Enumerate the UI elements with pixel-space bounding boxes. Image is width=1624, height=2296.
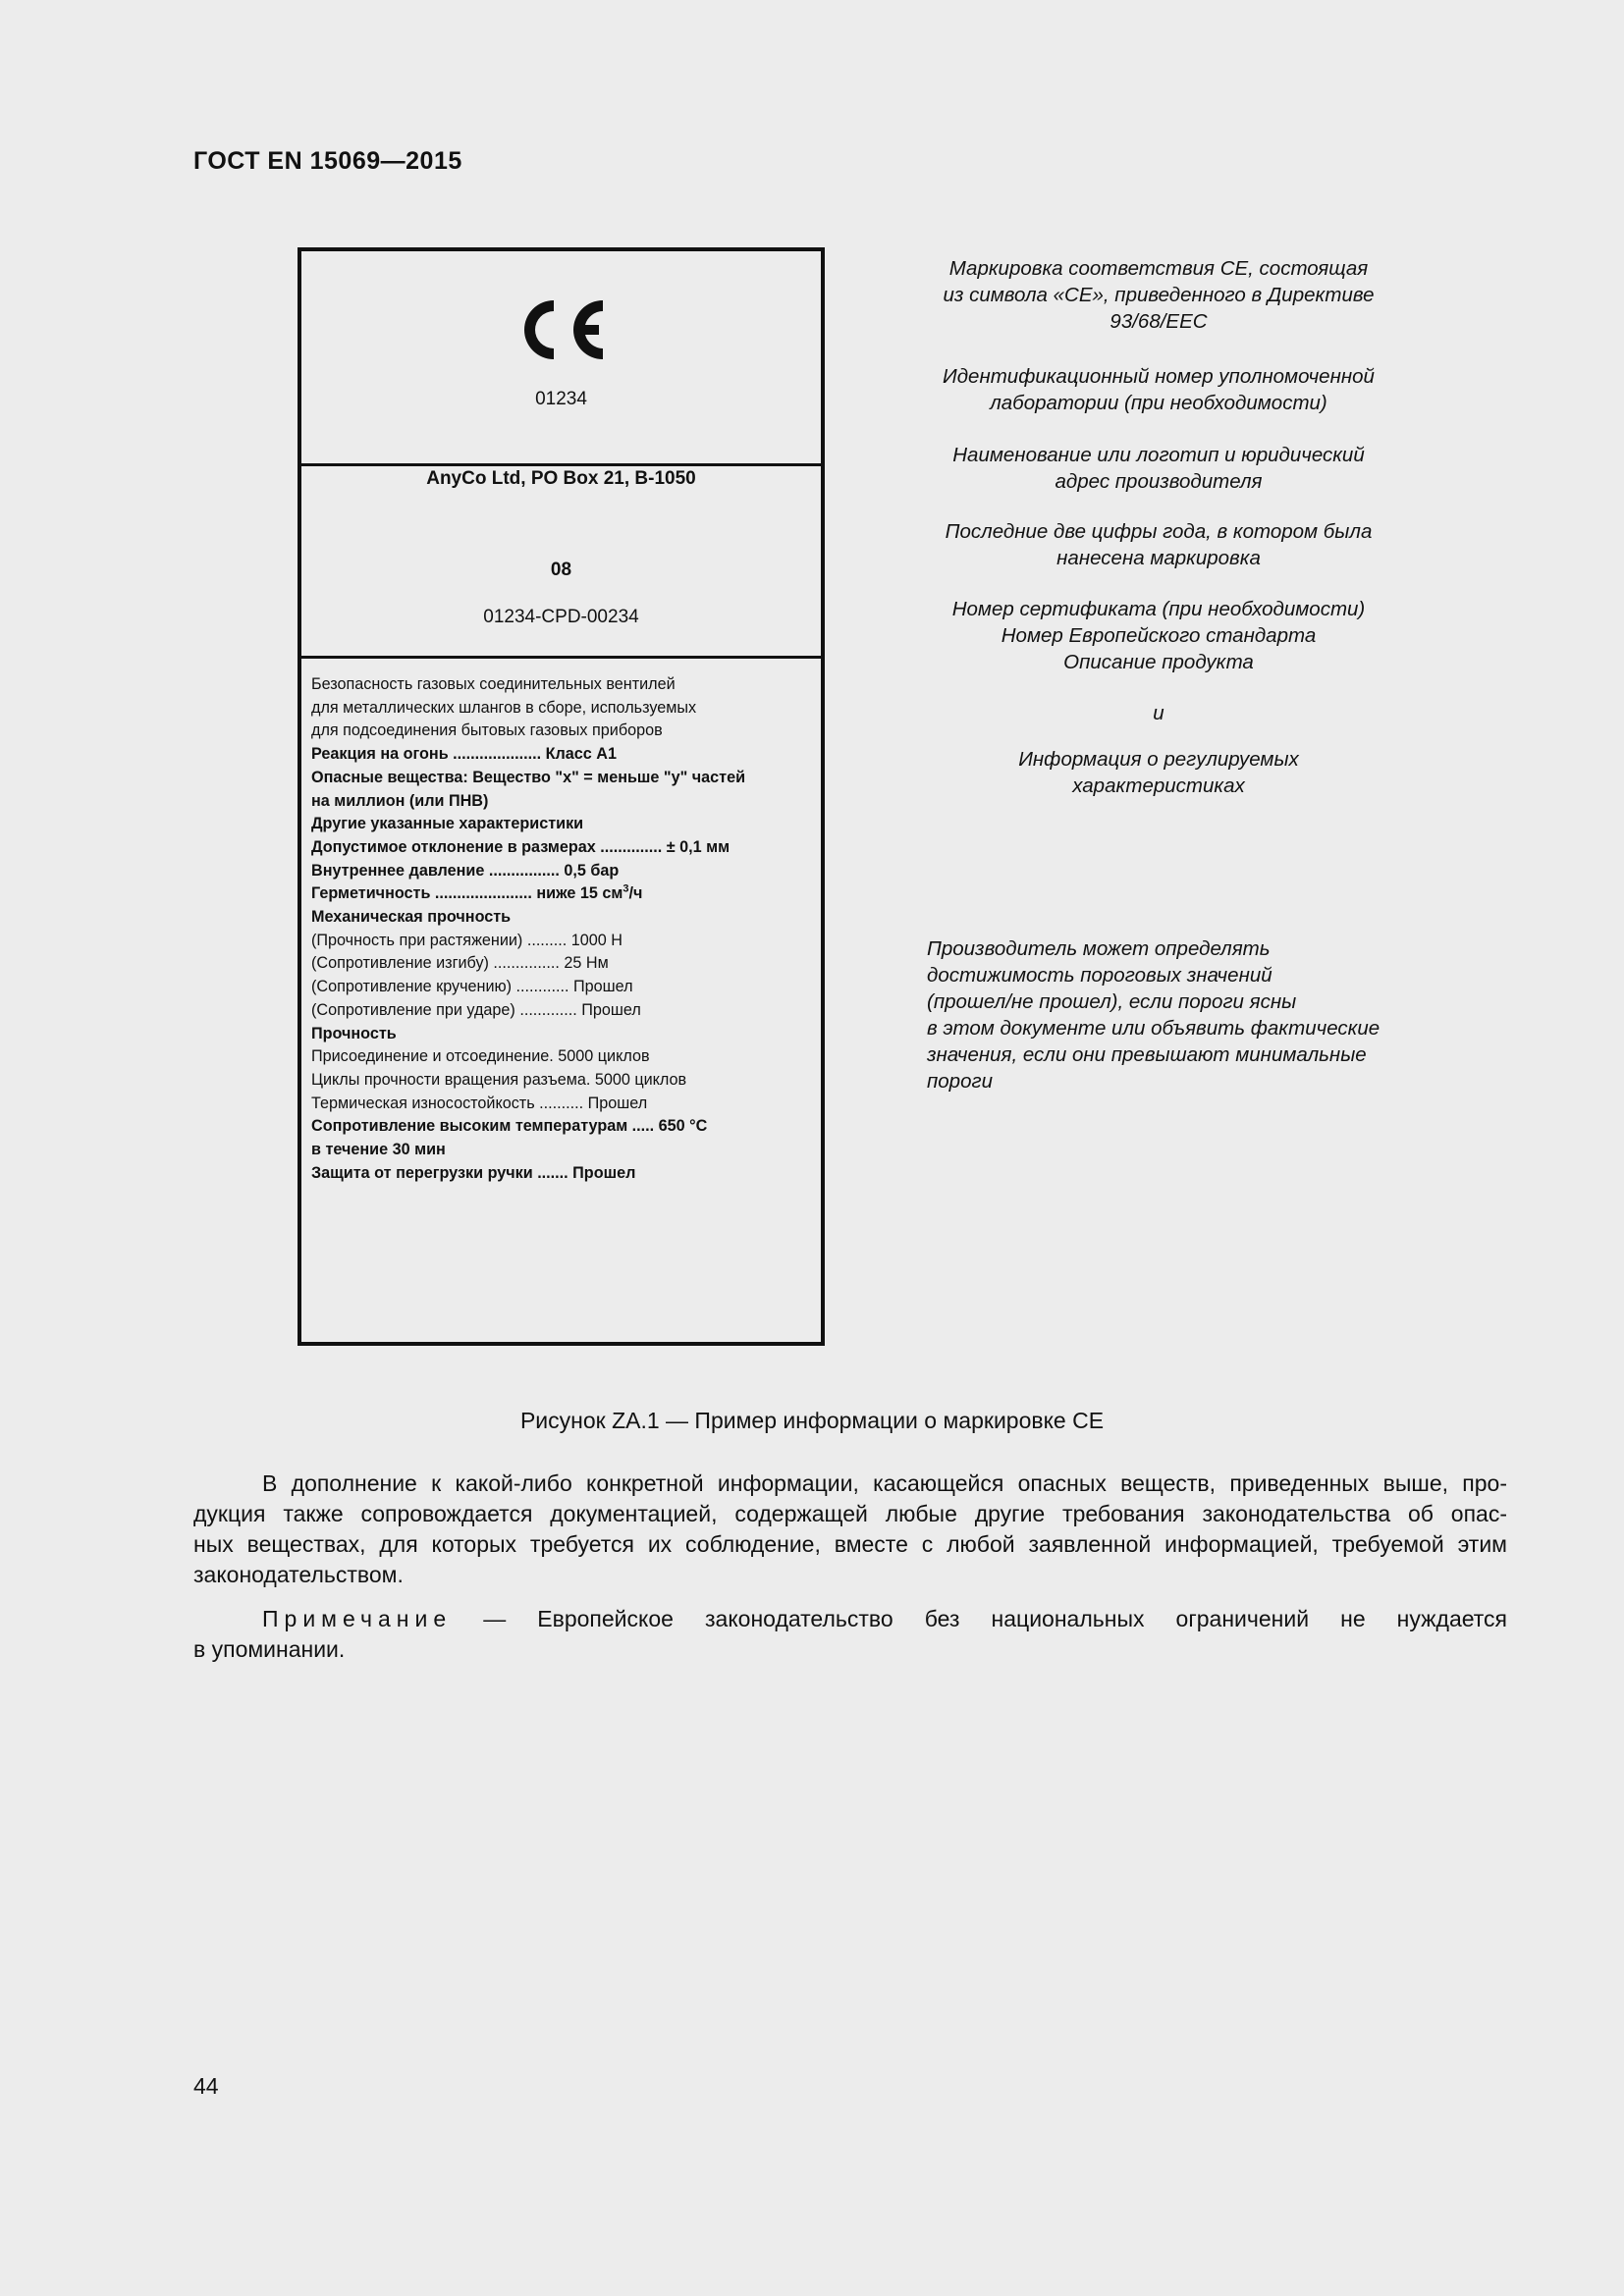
annotation-block: Идентификационный номер уполномоченной лаборатории (при необходимости) (943, 365, 1375, 414)
manufacturer-note: Производитель может определять достижимость пороговых значений (прошел/не прошел), если пороги ясны в этом документе или объявить фактические значения, если они превышают минимальные пороги (927, 937, 1380, 1093)
characteristic-line: Реакция на огонь .................... Класс А1 (311, 745, 617, 764)
marking-year: 08 (550, 560, 572, 580)
note-text-end: в упоминании. (193, 1636, 346, 1662)
annotation-block: Наименование или логотип и юридический адрес производителя (952, 444, 1365, 493)
characteristic-line: Защита от перегрузки ручки ....... Прошел (311, 1163, 636, 1182)
figure-caption: Рисунок ZA.1 — Пример информации о маркировке СЕ (519, 1408, 1105, 1433)
note-text: — Европейское законодательство без национальных ограничений не нуждается (452, 1606, 1507, 1631)
characteristic-line: (Сопротивление изгибу) ............... 25 Нм (311, 954, 609, 973)
characteristic-line: (Сопротивление при ударе) ............. Прошел (311, 1000, 641, 1019)
notified-body-number: 01234 (535, 389, 587, 409)
characteristic-line: (Прочность при растяжении) ......... 1000 Н (311, 931, 623, 949)
note-label: Примечание (262, 1606, 453, 1631)
characteristic-line: для металлических шлангов в сборе, используемых (311, 698, 697, 717)
characteristic-line: Опасные вещества: Вещество "х" = меньше "у" частей (311, 768, 746, 786)
characteristic-line: Термическая износостойкость .......... Прошел (311, 1094, 648, 1112)
ce-label-example (298, 247, 825, 1346)
characteristic-line: в течение 30 мин (311, 1141, 446, 1159)
characteristic-line: Циклы прочности вращения разъема. 5000 циклов (311, 1070, 687, 1089)
product-characteristics (311, 673, 813, 1185)
ce-section (301, 251, 821, 466)
characteristic-line: (Сопротивление кручению) ............ Прошел (311, 978, 633, 996)
body-paragraph: В дополнение к какой-либо конкретной информации, касающейся опасных веществ, приведенных выше, про- дукция также сопровождается документацией, содержащей любые другие требования законодательства об опас- ных веществах, для которых требуется их соблюдение, вместе с любой заявленной информацией, требуемой этим законодательством. (193, 1470, 1507, 1587)
ce-mark-icon (301, 293, 821, 367)
characteristic-line: Прочность (311, 1024, 397, 1042)
characteristic-line: Внутреннее давление ................ 0,5 бар (311, 861, 620, 880)
characteristic-line: на миллион (или ПНВ) (311, 791, 489, 810)
characteristic-line: Механическая прочность (311, 908, 512, 927)
characteristic-line: Сопротивление высоким температурам ..... 650 °С (311, 1117, 708, 1136)
certificate-number: 01234-CPD-00234 (483, 607, 639, 627)
characteristic-line: Другие указанные характеристики (311, 815, 584, 833)
note-paragraph (193, 1604, 1507, 1665)
characteristic-line: Допустимое отклонение в размерах .............. ± 0,1 мм (311, 837, 731, 856)
characteristic-line: Безопасность газовых соединительных вентилей (311, 675, 676, 693)
annotation-block: Информация о регулируемых характеристиках (1018, 748, 1299, 797)
characteristic-line: Герметичность ...................... ниже 15 $см^3/ч$ (311, 882, 643, 903)
producer-section (301, 463, 821, 659)
annotation-block: Маркировка соответствия СЕ, состоящая из символа «СЕ», приведенного в Директиве 93/68/ЕЕС (943, 257, 1375, 333)
characteristic-line: Присоединение и отсоединение. 5000 циклов (311, 1047, 650, 1066)
annotation-block: Номер сертификата (при необходимости) Номер Европейского стандарта Описание продукта (951, 598, 1366, 673)
annotation-block: Последние две цифры года, в котором была нанесена маркировка (945, 520, 1373, 569)
page-number: 44 (193, 2073, 219, 2099)
document-header: ГОСТ EN 15069—2015 (193, 147, 462, 175)
producer-address: AnyCo Ltd, PO Box 21, B-1050 (426, 468, 696, 489)
annotation-block: и (1153, 702, 1164, 724)
characteristic-line: для подсоединения бытовых газовых приборов (311, 721, 663, 740)
